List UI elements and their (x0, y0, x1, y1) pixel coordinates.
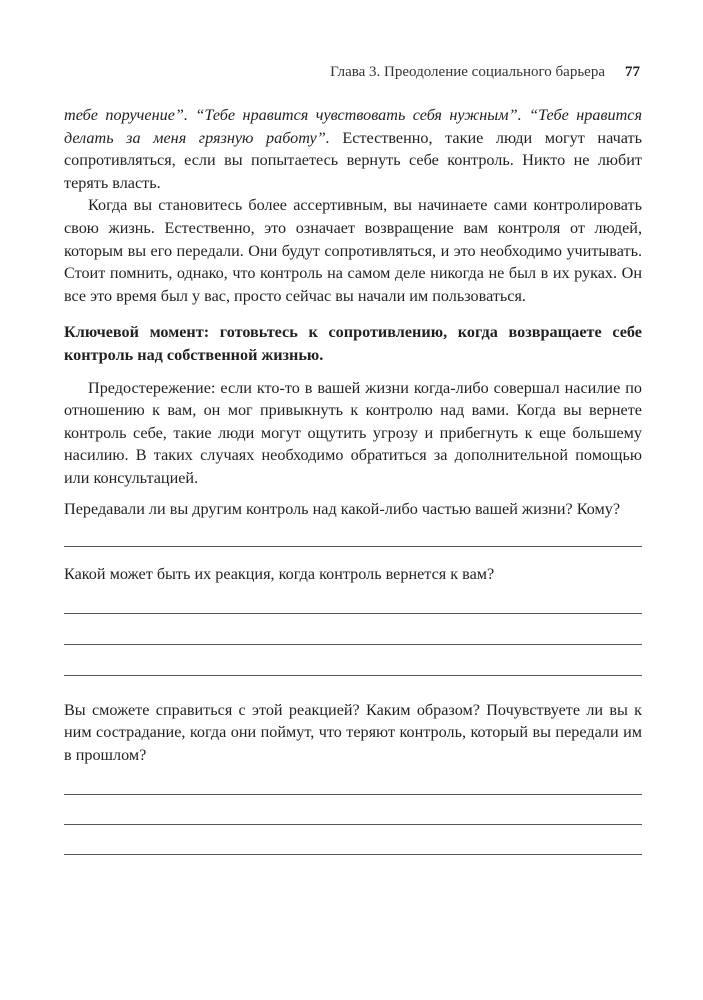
question-3: Вы сможете справиться с этой реакцией? Каким образом? Почувствуете ли вы к ним сострадание, когда они поймут, что теряют контроль, который вы передали им в прошлом? (64, 700, 642, 764)
question-1: Передавали ли вы другим контроль над какой-либо частью вашей жизни? Кому? (64, 499, 621, 518)
running-header (64, 62, 640, 82)
page-body (64, 104, 642, 855)
paragraph-continued (64, 104, 642, 194)
page-number: 77 (625, 64, 640, 80)
paragraph-assertive: Когда вы становитесь более ассертивным, вы начинаете сами контролировать свою жизнь. Естественно, это означает возвращение вам контроля от людей, которым вы его передали. Они будут сопротивляться, и это необходимо учитывать. Стоит помнить, однако, что контроль на самом деле никогда не был в их руках. Он все это время был у вас, просто сейчас вы начали им пользоваться. (64, 196, 642, 305)
question-2: Какой может быть их реакция, когда контроль вернется к вам? (64, 565, 495, 584)
quoted-phrases: тебе поручение”. “Тебе нравится чувствовать себя нужным”. “Тебе нравится делать за меня грязную работу”. (64, 106, 642, 147)
answer-line[interactable] (64, 854, 642, 855)
paragraph-continued-text: Естественно, такие люди могут начать сопротивляться, если вы попытаетесь вернуть себе контроль. Никто не любит терять власть. (64, 128, 642, 192)
key-point: Ключевой момент: готовьтесь к сопротивлению, когда возвращаете себе контроль над собственной жизнью. (64, 323, 642, 364)
warning-paragraph: Предостережение: если кто-то в вашей жизни когда-либо совершал насилие по отношению к вам, он мог привыкнуть к контролю над вами. Когда вы вернете контроль себе, такие люди могут ощутить угрозу и прибегнуть к еще большему насилию. В таких случаях необходимо обратиться за дополнительной помощью или консультацией. (64, 378, 642, 487)
chapter-title: Глава 3. Преодоление социального барьера (330, 64, 605, 80)
